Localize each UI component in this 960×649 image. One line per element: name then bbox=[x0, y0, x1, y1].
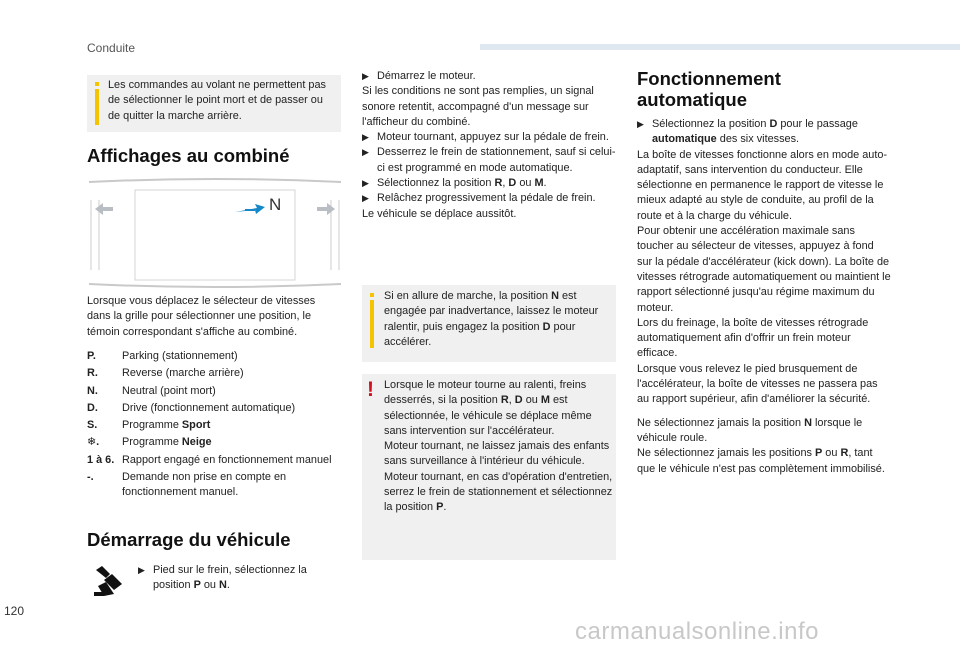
display-gear-indicator: N bbox=[269, 195, 282, 214]
step-arrow-icon: ▶ bbox=[362, 132, 369, 143]
def-row-n: N. Neutral (point mort) bbox=[87, 384, 216, 397]
snowflake-icon: ❄. bbox=[87, 436, 100, 449]
heading-auto: Fonctionnement automatique bbox=[637, 68, 781, 110]
def-row-manual: 1 à 6. Rapport engagé en fonctionnement manuel bbox=[87, 453, 332, 466]
step-arrow-icon: ▶ bbox=[362, 147, 369, 158]
step-arrow-icon: ▶ bbox=[138, 565, 145, 575]
step-arrow-icon: ▶ bbox=[362, 178, 369, 189]
info-icon bbox=[370, 293, 374, 297]
def-row-snow: ❄. Programme Neige bbox=[87, 435, 341, 450]
def-row-r: R. Reverse (marche arrière) bbox=[87, 367, 244, 380]
heading-start: Démarrage du véhicule bbox=[87, 529, 291, 550]
start-step: ▶ Pied sur le frein, sélectionnez la position P ou N. bbox=[138, 563, 328, 594]
step-arrow-icon: ▶ bbox=[362, 71, 369, 81]
start-procedure: ▶ Démarrez le moteur. Si les conditions ne sont pas remplies, un signal sonore retentit, accompagné d'un message sur l'afficheur du combiné. ▶ Moteur tournant, appuyez sur la pédale de frein. ▶ Desserrez le frein de stationnement, sauf si celui-ci est programmé en mode automatique. ▶ Sélectionnez la position R, D ou M. ▶ Relâchez progressivement la pédale de frein. Le véhicule se déplace aussitôt. bbox=[362, 70, 616, 220]
instrument-display-illustration bbox=[87, 178, 343, 288]
heading-display: Affichages au combiné bbox=[87, 145, 290, 166]
info-icon bbox=[95, 82, 99, 86]
gear-definitions bbox=[87, 349, 341, 501]
info-text: Les commandes au volant ne permettent pas de sélectionner le point mort et de passer ou de quitter la marche arrière. bbox=[108, 79, 326, 122]
step-arrow-icon: ▶ bbox=[637, 119, 644, 129]
section-header: Conduite bbox=[87, 41, 136, 55]
def-row-d: D. Drive (fonctionnement automatique) bbox=[87, 401, 296, 414]
def-row-s: S. Programme Sport bbox=[87, 419, 211, 432]
info-box-steering bbox=[87, 75, 341, 132]
watermark: carmanualsonline.info bbox=[575, 618, 819, 645]
foot-brake-icon bbox=[92, 564, 126, 598]
right-arrow-icon bbox=[317, 203, 335, 215]
def-row-p: P. Parking (stationnement) bbox=[87, 350, 238, 362]
left-arrow-icon bbox=[95, 203, 113, 215]
def-row-dash: -. Demande non prise en compte en fonctionnement manuel. bbox=[87, 471, 287, 499]
display-paragraph: Lorsque vous déplacez le sélecteur de vitesses dans la grille pour sélectionner une position, le témoin correspondant s'affiche au combiné. bbox=[87, 295, 316, 338]
info-box-neutral: Si en allure de marche, la position N est engagée par inadvertance, laissez le moteur ralentir, puis engagez la position D pour accélérer. bbox=[362, 285, 616, 362]
step-arrow-icon: ▶ bbox=[362, 193, 369, 204]
header-bar bbox=[480, 44, 960, 50]
auto-text: ▶ Sélectionnez la position D pour le passage automatique des six vitesses. La boîte de vitesses fonctionne alors en mode auto-adaptatif, sans intervention du conducteur. Elle sélectionne en permanence le rapport de vitesse le mieux adapté au style de conduite, au profil de la route et à la charge du véhicule. Pour obtenir une accélération maximale sans toucher au sélecteur de vitesses, appuyez à fond sur la pédale d'accélérateur (kick down). La boîte de vitesses rétrograde automatiquement ou maintient le rapport sélectionné jusqu'au régime maximum du moteur. Lors du freinage, la boîte de vitesses rétrograde automatiquement afin d'offrir un frein moteur efficace. Lorsque vous relevez le pied brusquement de l'accélérateur, la boîte de vitesses ne passera pas au rapport supérieur, afin d'améliorer la sécurité. Ne sélectionnez jamais la position N lorsque le véhicule roule. Ne sélectionnez jamais les positions P ou R, tant que le véhicule n'est pas complètement immobilisé. bbox=[637, 118, 891, 475]
page-number: 120 bbox=[4, 604, 25, 618]
warning-icon: ! bbox=[367, 378, 374, 401]
warning-box: ! Lorsque le moteur tourne au ralenti, freins desserrés, si la position R, D ou M est sélectionnée, le véhicule se déplace même sans intervention sur l'accélérateur. Moteur tournant, ne laissez jamais des enfants sans surveillance à l'intérieur du véhicule. Moteur tournant, en cas d'opération d'entretien, serrez le frein de stationnement et sélectionnez la position P. bbox=[362, 374, 616, 560]
